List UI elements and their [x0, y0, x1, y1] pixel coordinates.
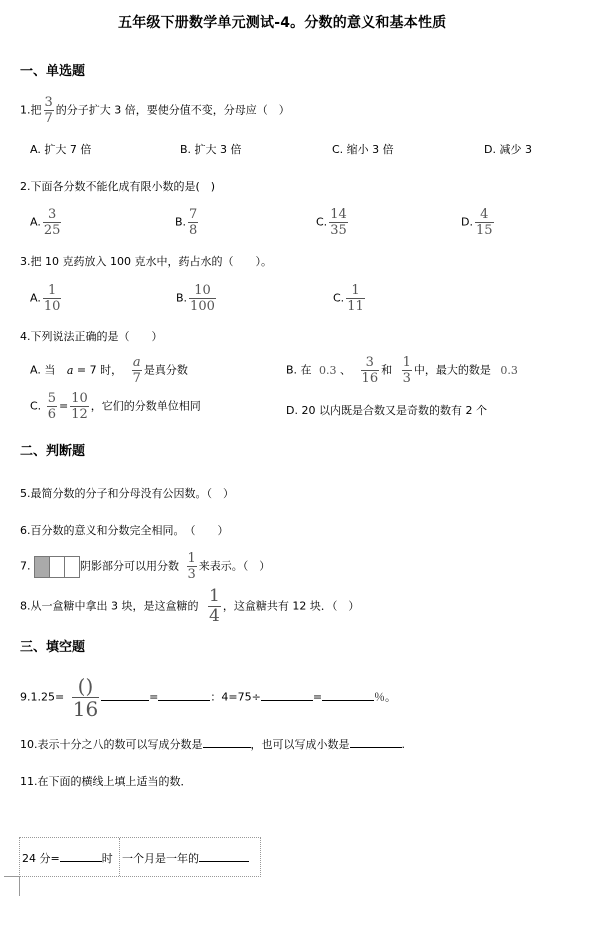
blank-input[interactable] [261, 690, 313, 701]
q1-option-a: A. 扩大 7 倍 [30, 143, 92, 156]
q3-option-b: B. $\frac{10}{100}$ [176, 283, 215, 314]
section-heading-true-false: 二、判断题 [20, 444, 86, 459]
fill-table [19, 837, 261, 877]
q4-option-c: C. $\frac{5}{6}$ = $\frac{10}{12}$ ，它们的分数单位相同 [30, 391, 201, 422]
question-5: 5.最简分数的分子和分母没有公因数。（ ） [20, 487, 234, 500]
q1-option-b: B. 扩大 3 倍 [180, 143, 242, 156]
question-2: 2.下面各分数不能化成有限小数的是( ) [20, 180, 216, 193]
blank-input[interactable] [158, 690, 210, 701]
q1-option-d: D. 减少 3 [484, 143, 532, 156]
section-heading-single-choice: 一、单选题 [20, 64, 86, 79]
blank-input[interactable] [199, 851, 249, 862]
q2-option-b: B. $\frac{7}{8}$ [175, 207, 198, 238]
q3-option-a: A. $\frac{1}{10}$ [30, 283, 61, 314]
blank-input[interactable] [60, 851, 102, 862]
question-10: 10.表示十分之八的数可以写成分数是 ，也可以写成小数是 . [20, 738, 405, 751]
q1-option-c: C. 缩小 3 倍 [332, 143, 394, 156]
blank-input[interactable] [101, 690, 149, 701]
blank-input[interactable] [350, 737, 402, 748]
q1-text: 的分子扩大 3 倍，要使分值不变，分母应（ ） [55, 103, 290, 117]
question-9: 9.1.25= $\frac{()}{16}$ = ：4=75÷ = ％。 [20, 674, 397, 721]
question-11: 11.在下面的横线上填上适当的数． [20, 775, 192, 788]
section-heading-fill-blank: 三、填空题 [20, 640, 86, 655]
question-8: 8.从一盒糖中拿出 3 块，是这盒糖的 $\frac{1}{4}$ ，这盒糖共有 12 块．（ ） [20, 586, 360, 626]
q4-option-a: A. 当 a = 7 时， $\frac{a}{7}$ 是真分数 [30, 355, 188, 386]
question-1 [20, 96, 290, 125]
question-6: 6.百分数的意义和分数完全相同。 （ ） [20, 524, 229, 537]
q1-prefix: 1.把 [20, 103, 42, 117]
q2-option-c: C. $\frac{14}{35}$ [316, 207, 347, 238]
shaded-bar-figure [34, 556, 80, 578]
table-cell-2: 一个月是一年的 [122, 850, 249, 866]
question-7: 7. 阴影部分可以用分数 $\frac{1}{3}$ 来表示。（ ） [20, 551, 271, 582]
blank-input[interactable] [322, 690, 374, 701]
document-title: 五年级下册数学单元测试-4。分数的意义和基本性质 [118, 15, 447, 31]
crop-mark [19, 876, 20, 896]
q2-option-d: D. $\frac{4}{15}$ [461, 207, 493, 238]
q1-fraction: $\frac{3}{7}$ [44, 95, 53, 126]
q2-option-a: A. $\frac{3}{25}$ [30, 207, 61, 238]
question-4: 4.下列说法正确的是（ ） [20, 330, 163, 343]
table-cell-1: 24 分= 时 [22, 852, 113, 865]
q3-option-c: C. $\frac{1}{11}$ [333, 283, 364, 314]
blank-input[interactable] [203, 737, 251, 748]
question-3: 3.把 10 克药放入 100 克水中，药占水的（ ）。 [20, 255, 272, 268]
crop-mark [4, 876, 20, 877]
q4-option-b: B. 在 0.3 、 $\frac{3}{16}$ 和 $\frac{1}{3}$ 中，最大的数是 0.3 [286, 355, 518, 386]
q4-option-d: D. 20 以内既是合数又是奇数的数有 2 个 [286, 404, 487, 417]
